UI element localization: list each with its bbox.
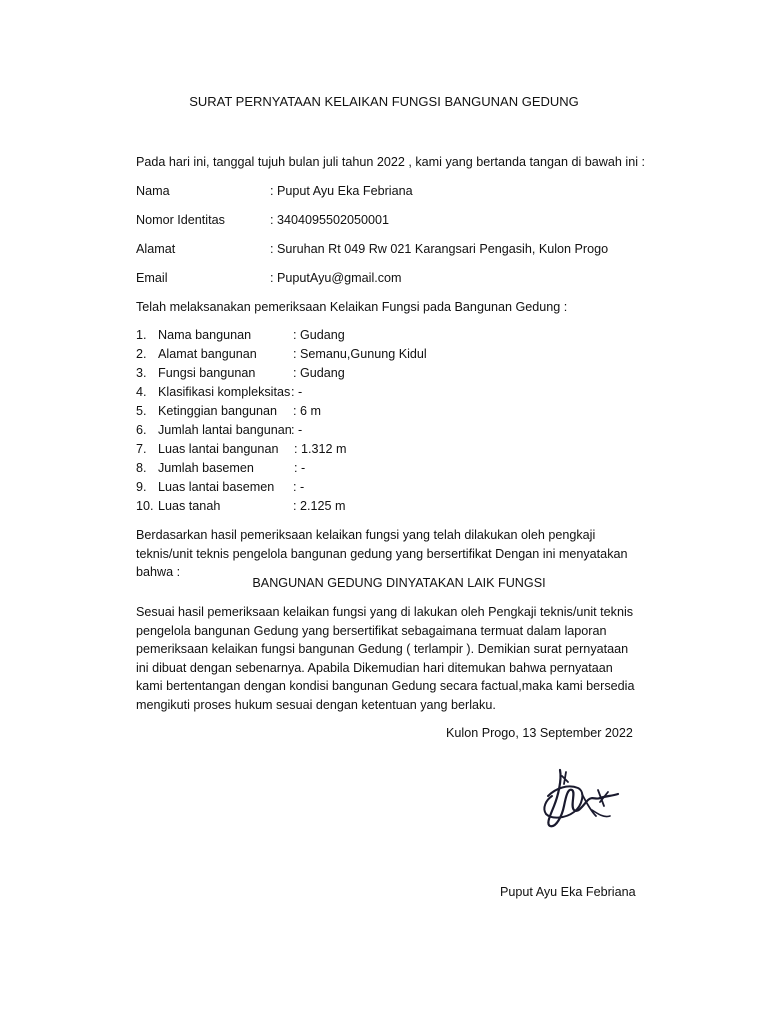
list-label: Jumlah basemen [158, 461, 254, 475]
identity-label: Nomor Identitas [136, 213, 225, 227]
identity-value: : Puput Ayu Eka Febriana [270, 184, 413, 198]
signature-image [538, 766, 626, 832]
identity-value: : 3404095502050001 [270, 213, 390, 227]
list-value: : Gudang [293, 366, 345, 380]
list-value: : - [294, 461, 306, 475]
list-value: : 1.312 m [294, 442, 347, 456]
list-number: 10. [136, 499, 154, 513]
list-label: Luas tanah [158, 499, 221, 513]
list-label: Ketinggian bangunan [158, 404, 278, 418]
identity-label: Alamat [136, 242, 176, 256]
intro-line: Pada hari ini, tanggal tujuh bulan juli tahun 2022 , kami yang bertanda tangan di bawah ini : [136, 155, 646, 169]
list-label: Nama bangunan [158, 328, 252, 342]
list-label: Luas lantai basemen [158, 480, 275, 494]
closing-paragraph: Sesuai hasil pemeriksaan kelaikan fungsi yang di lakukan oleh Pengkaji teknis/unit teknis pengelola bangunan Gedung yang bersertifikat sebagaimana termuat dalam laporan pemeriksaan kelaikan fungsi bangunan Gedung ( terlampir ). Demikian surat pernyataan ini dibuat dengan sebenarnya. Apabila Dikemudian hari ditemukan bahwa pernyataan kami bertentangan dengan kondisi bangunan Gedung secara factual,maka kami bersedia mengikuti proses hukum sesuai dengan ketentuan yang berlaku. [136, 605, 635, 712]
identity-label: Email [136, 271, 168, 285]
list-number: 1. [136, 328, 147, 342]
list-label: Fungsi bangunan [158, 366, 256, 380]
list-number: 6. [136, 423, 147, 437]
list-value: : - [293, 480, 305, 494]
list-number: 3. [136, 366, 147, 380]
identity-value: : PuputAyu@gmail.com [270, 271, 402, 285]
list-number: 7. [136, 442, 147, 456]
signer-name: Puput Ayu Eka Febriana [500, 885, 636, 899]
list-value: : Semanu,Gunung Kidul [293, 347, 427, 361]
statement-paragraph: Berdasarkan hasil pemeriksaan kelaikan fungsi yang telah dilakukan oleh pengkaji teknis/unit teknis pengelola bangunan gedung yang bersertifikat Dengan ini menyatakan bahwa : [136, 528, 628, 579]
list-number: 5. [136, 404, 147, 418]
list-number: 2. [136, 347, 147, 361]
list-value: : - [291, 423, 303, 437]
list-label: Klasifikasi kompleksitas [158, 385, 291, 399]
inspection-intro: Telah melaksanakan pemeriksaan Kelaikan Fungsi pada Bangunan Gedung : [136, 300, 568, 314]
list-number: 4. [136, 385, 147, 399]
list-value: : 2.125 m [293, 499, 346, 513]
list-value: : 6 m [293, 404, 321, 418]
place-date: Kulon Progo, 13 September 2022 [446, 726, 633, 740]
list-value: : Gudang [293, 328, 345, 342]
declaration-heading: BANGUNAN GEDUNG DINYATAKAN LAIK FUNGSI [252, 576, 546, 590]
list-label: Luas lantai bangunan [158, 442, 279, 456]
document-title: SURAT PERNYATAAN KELAIKAN FUNGSI BANGUNAN GEDUNG [189, 94, 579, 109]
list-label: Alamat bangunan [158, 347, 257, 361]
list-number: 9. [136, 480, 147, 494]
identity-value: : Suruhan Rt 049 Rw 021 Karangsari Pengasih, Kulon Progo [270, 242, 609, 256]
list-label: Jumlah lantai bangunan [158, 423, 292, 437]
list-value: : - [291, 385, 303, 399]
identity-label: Nama [136, 184, 170, 198]
list-number: 8. [136, 461, 147, 475]
